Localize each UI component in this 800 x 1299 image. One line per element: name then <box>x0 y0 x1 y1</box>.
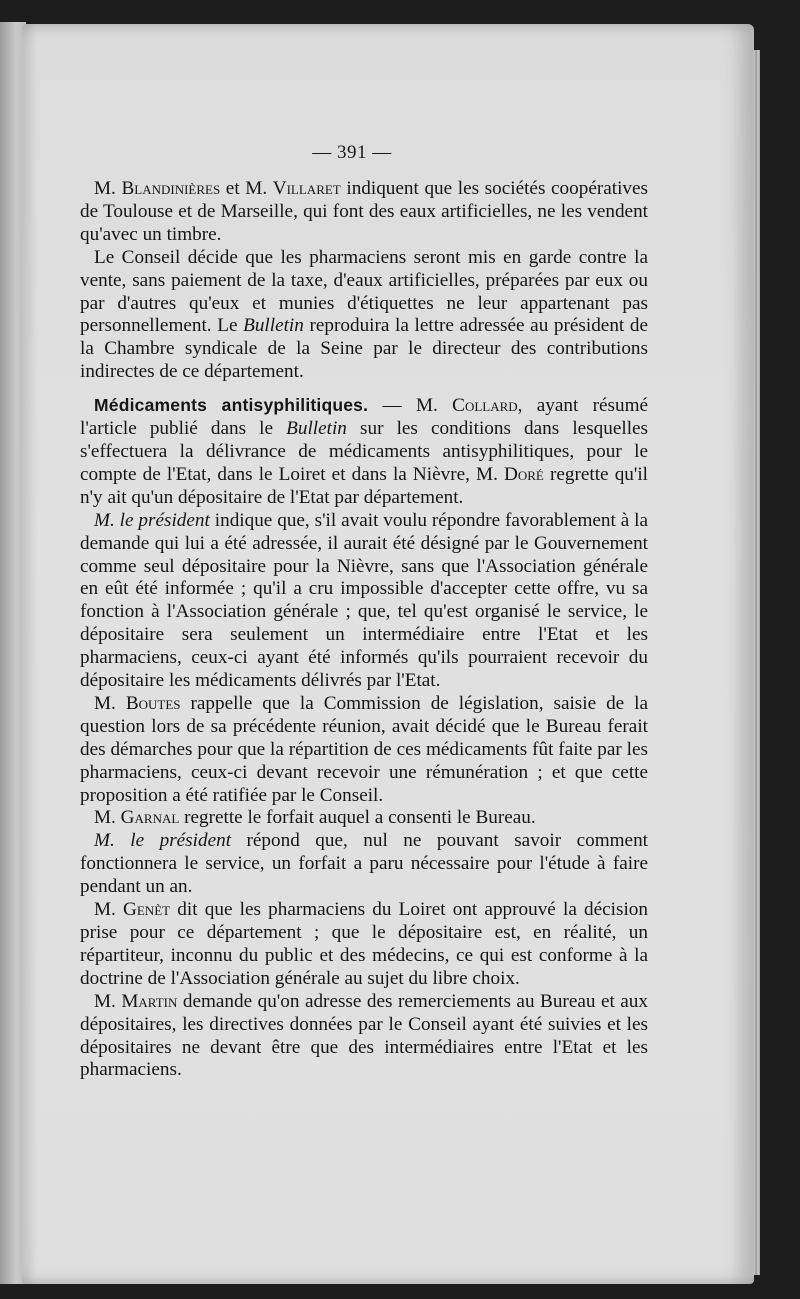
paragraph-2: Le Conseil décide que les pharmaciens seront mis en garde contre la vente, sans paiement de la taxe, d'eaux artificielles, préparées par eux ou par d'autres qu'eux et munies d'étiquettes ne leur appartenant pas personnellement. Le Bulletin reproduira la lettre adressée au président de la Chambre syndicale de la Seine par le directeur des contributions indirectes de ce département. <box>80 246 648 383</box>
paragraph-7: M. le président répond que, nul ne pouvant savoir comment fonctionnera le service, un forfait a paru nécessaire pour l'étude à faire pendant un an. <box>80 830 648 898</box>
page-body <box>80 178 648 1082</box>
paragraph-3: Médicaments antisyphilitiques. — M. Collard, ayant résumé l'article publié dans le Bulletin sur les conditions dans lesquelles s'effectuera la délivrance de médicaments antisyphilitiques, pour le compte de l'Etat, dans le Loiret et dans la Nièvre, M. Doré regrette qu'il n'y ait qu'un dépositaire de l'Etat par département. <box>80 395 649 508</box>
book-page <box>22 24 754 1284</box>
person-name: Garnal <box>120 807 180 829</box>
paragraph-6: M. Garnal regrette le forfait auquel a consenti le Bureau. <box>94 807 536 829</box>
person-name: Blandinières <box>121 178 221 199</box>
person-name: Collard <box>452 395 518 417</box>
paragraph-5: M. Boutes rappelle que la Commission de législation, saisie de la question lors de sa précédente réunion, avait décidé que le Bureau ferait des démarches pour que la répartition de ces médicaments fût faite par les pharmaciens, ceux-ci devant recevoir une rémunération ; et que cette proposition a été ratifiée par le Conseil. <box>80 692 648 806</box>
paragraph-8: M. Genèt dit que les pharmaciens du Loiret ont approuvé la décision prise pour ce département ; que le dépositaire est, en réalité, un répartiteur, inconnu du public et des médecins, ce qui est conforme à la doctrine de l'Association générale au sujet du libre choix. <box>80 899 648 989</box>
section-heading: Médicaments antisyphilitiques. <box>94 395 369 416</box>
person-name: Martin <box>121 990 178 1012</box>
person-name: Doré <box>504 463 544 485</box>
paragraph-1: M. Blandinières et M. Villaret indiquent que les sociétés coopératives de Toulouse et de Marseille, qui font des eaux artificielles, ne les vendent qu'avec un timbre. <box>80 178 648 245</box>
paragraph-4: M. le président indique que, s'il avait voulu répondre favorablement à la demande qui lui a été adressée, il aurait été désigné par le Gouvernement comme seul dépositaire pour la Nièvre, sans que l'Association générale en eût été informée ; qu'il a cru impossible d'accepter cette offre, vu sa fonction à l'Association générale ; que, tel qu'est organisé le service, le dépositaire sera seulement un intermédiaire entre l'Etat et les pharmaciens, ceux-ci ayant été informés qu'ils pourraient recevoir du dépositaire les médicaments délivrés par l'Etat. <box>80 509 648 692</box>
paragraph-9: M. Martin demande qu'on adresse des remerciements au Bureau et aux dépositaires, les directives données par le Conseil ayant été suivies et les dépositaires ne devant être que des intermédiaires entre l'Etat et les pharmaciens. <box>80 990 648 1081</box>
person-name: Villaret <box>272 178 341 199</box>
person-name: Genèt <box>123 899 171 921</box>
person-name: Boutes <box>125 692 181 714</box>
page-number: — 391 — <box>312 142 392 163</box>
